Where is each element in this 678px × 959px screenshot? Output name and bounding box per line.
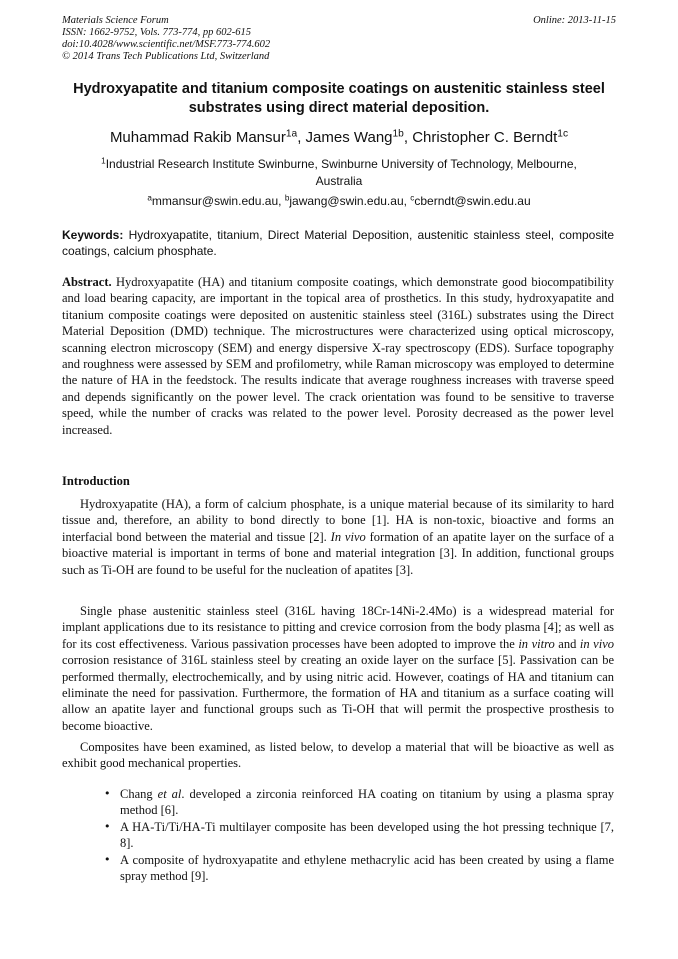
abstract-label: Abstract. bbox=[62, 275, 112, 289]
text-run: corrosion resistance of 316L stainless steel by creating an oxide layer on the surface [5]. Passivation can be performed thermally, electrochemically, and by using nitric acid. However, coatings of HA and titanium can eliminate the need for passivation. Furthermore, the formation of HA and titanium as a surface coating will allow an apatite layer and functional groups such as Ti-OH that will permit the prospective prosthesis to become bioactive. bbox=[62, 653, 614, 733]
email-marker: b bbox=[284, 193, 290, 203]
intro-paragraph-2 bbox=[62, 603, 614, 734]
journal-issn: ISSN: 1662-9752, Vols. 773-774, pp 602-615 bbox=[62, 27, 251, 38]
italic-text: In vivo bbox=[330, 529, 366, 544]
author-name: Christopher C. Berndt bbox=[412, 129, 558, 146]
keywords-label: Keywords: bbox=[62, 228, 124, 242]
keywords-text: Hydroxyapatite, titanium, Direct Material Deposition, austenitic stainless steel, composite coatings, calcium phosphate. bbox=[62, 228, 614, 258]
email-list bbox=[60, 193, 618, 209]
list-item-text bbox=[120, 820, 614, 850]
text-run: formation of an apatite layer on the surface of a bioactive material is important in terms of bone and material integration [3]. In addition, functional groups such as Ti-OH are found to be useful for the nucleation of apatites [3]. bbox=[62, 529, 615, 577]
author-list bbox=[60, 129, 618, 147]
list-item bbox=[104, 819, 614, 852]
email-separator: , bbox=[403, 194, 411, 208]
author-affiliation-marker: 1b bbox=[392, 128, 404, 140]
email-marker: c bbox=[410, 193, 415, 203]
italic-text: in vitro bbox=[518, 636, 555, 651]
email-separator: , bbox=[278, 194, 285, 208]
author-affiliation-marker: 1c bbox=[557, 128, 569, 140]
affiliation-text: Industrial Research Institute Swinburne, Swinburne University of Technology, Melbourne, Australia bbox=[105, 157, 577, 188]
italic-text: in vivo bbox=[579, 636, 614, 651]
text-run: . developed a zirconia reinforced HA coating on titanium by using a plasma spray method [6]. bbox=[120, 787, 614, 818]
affiliation bbox=[80, 156, 598, 190]
journal-name: Materials Science Forum bbox=[62, 15, 169, 26]
affiliation-marker: 1 bbox=[101, 156, 106, 166]
italic-text: et al bbox=[157, 787, 182, 801]
author-separator: , bbox=[297, 129, 306, 146]
journal-copyright: © 2014 Trans Tech Publications Ltd, Switzerland bbox=[62, 51, 270, 62]
text-run: and bbox=[554, 636, 580, 651]
text-run: Chang bbox=[120, 787, 158, 801]
bullet-icon: • bbox=[104, 819, 111, 833]
author-separator: , bbox=[403, 129, 413, 146]
journal-doi: doi:10.4028/www.scientific.net/MSF.773-774.602 bbox=[62, 39, 271, 50]
list-item bbox=[104, 852, 614, 885]
online-date: Online: 2013-11-15 bbox=[533, 15, 616, 26]
paper-title: Hydroxyapatite and titanium composite coatings on austenitic stainless steel substrates using direct material deposition. bbox=[73, 81, 605, 116]
text-run: A composite of hydroxyapatite and ethylene methacrylic acid has been created by using a flame spray method [9]. bbox=[120, 852, 614, 884]
text-run: Single phase austenitic stainless steel (316L having 18Cr-14Ni-2.4Mo) is a widespread material for implant applications due to its resistance to pitting and crevice corrosion from the body plasma [4]; as well as for its cost effectiveness. Various passivation processes have been adopted to improve the bbox=[62, 604, 614, 651]
text-run: Hydroxyapatite (HA), a form of calcium phosphate, is a unique material because of its similarity to hard tissue and, therefore, an ability to bond directly to bone [1]. HA is non-toxic, bioactive and forms an interfacial bond between the material and tissue [2]. bbox=[62, 497, 614, 544]
abstract bbox=[62, 274, 614, 438]
email-address: cberndt@swin.edu.au bbox=[414, 194, 531, 208]
email-address: jawang@swin.edu.au bbox=[289, 194, 404, 208]
text-run: A HA-Ti/Ti/HA-Ti multilayer composite has been developed using the hot pressing technique [7, 8]. bbox=[120, 819, 614, 851]
list-item-text bbox=[120, 853, 614, 883]
intro-paragraph-3 bbox=[62, 739, 614, 772]
bullet-icon: • bbox=[104, 787, 111, 800]
journal-header bbox=[62, 15, 270, 63]
keywords bbox=[62, 228, 614, 259]
abstract-text: Hydroxyapatite (HA) and titanium composite coatings, which demonstrate good biocompatibility and load bearing capacity, are important in the topical area of prosthetics. In this study, hydroxyapatite and titanium composite coatings were deposited on austenitic stainless steel (316L) substrates using the Direct Material Deposition (DMD) technique. The microstructures were characterized using optical microscopy, scanning electron microscopy (SEM) and energy dispersive X-ray spectroscopy (EDS). Surface topography and roughness were assessed by SEM and profilometry, while Raman microscopy was employed to determine the nature of HA in the feedstock. The results indicate that average roughness increases with traverse speed and depends significantly on the power level. The crack orientation was found to be sensitive to traverse speed, while the number of cracks was related to the power level. Porosity decreased as the power level increased. bbox=[62, 275, 614, 437]
author-affiliation-marker: 1a bbox=[285, 128, 298, 140]
bullet-icon: • bbox=[104, 852, 111, 866]
text-run: Composites have been examined, as listed below, to develop a material that will be bioactive as well as exhibit good mechanical properties. bbox=[62, 740, 614, 771]
email-address: mmansur@swin.edu.au bbox=[151, 194, 279, 208]
section-heading-introduction: Introduction bbox=[62, 474, 130, 488]
list-item-text bbox=[120, 787, 614, 817]
list-item bbox=[104, 786, 614, 819]
email-marker: a bbox=[147, 193, 152, 203]
author-name: Muhammad Rakib Mansur bbox=[109, 129, 286, 146]
author-name: James Wang bbox=[305, 129, 393, 146]
composite-list bbox=[104, 786, 614, 884]
intro-paragraph-1 bbox=[62, 496, 614, 578]
